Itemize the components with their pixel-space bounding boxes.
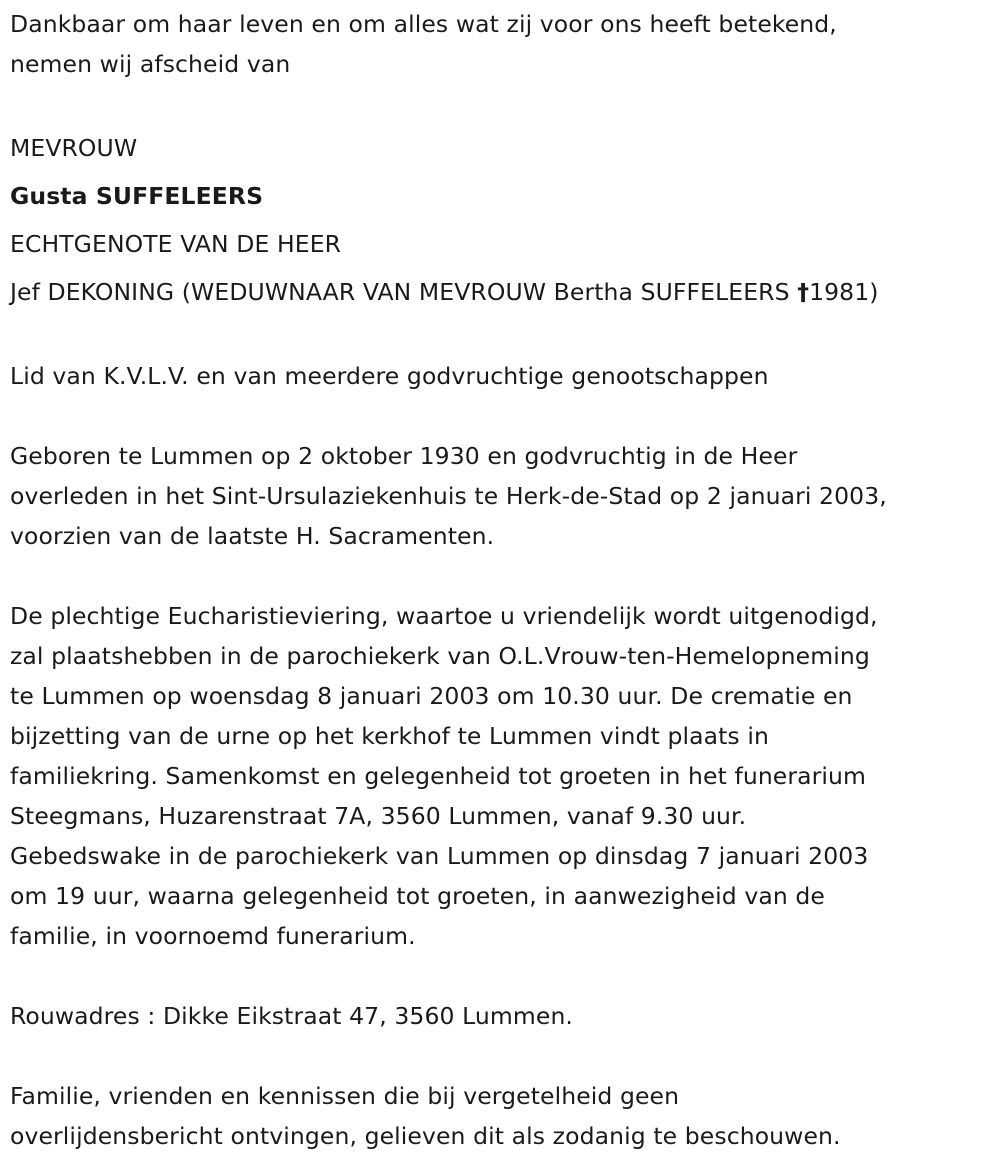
closing-line-1: Familie, vrienden en kennissen die bij vergetelheid geen [10,1082,680,1110]
person-title: MEVROUW [10,134,138,162]
ceremony-line-9: familie, in voornoemd funerarium. [10,922,416,950]
spouse-death-year: 1981) [809,278,879,306]
ceremony-line-3: te Lummen op woensdag 8 januari 2003 om 10.30 uur. De crematie en [10,682,853,710]
person-block [10,124,995,316]
ceremony-paragraph [10,596,995,956]
mourning-address: Rouwadres : Dikke Eikstraat 47, 3560 Lummen. [10,1002,574,1030]
person-relation: ECHTGENOTE VAN DE HEER [10,230,342,258]
ceremony-line-7: Gebedswake in de parochiekerk van Lummen op dinsdag 7 januari 2003 [10,842,869,870]
birth-death-line-3: voorzien van de laatste H. Sacramenten. [10,522,495,550]
person-name: Gusta SUFFELEERS [10,182,264,210]
ceremony-line-4: bijzetting van de urne op het kerkhof te Lummen vindt plaats in [10,722,769,750]
intro-line-2: nemen wij afscheid van [10,50,291,78]
closing-paragraph [10,1076,995,1156]
birth-death-line-2: overleden in het Sint-Ursulaziekenhuis te Herk-de-Stad op 2 januari 2003, [10,482,887,510]
ceremony-line-6: Steegmans, Huzarenstraat 7A, 3560 Lummen, vanaf 9.30 uur. [10,802,747,830]
cross-icon: † [797,278,810,306]
ceremony-line-2: zal plaatshebben in de parochiekerk van O.L.Vrouw-ten-Hemelopneming [10,642,870,670]
closing-line-2: overlijdensbericht ontvingen, gelieven dit als zodanig te beschouwen. [10,1122,841,1150]
spouse-line [10,268,995,316]
intro-line-1: Dankbaar om haar leven en om alles wat zij voor ons heeft betekend, [10,10,837,38]
death-notice [10,4,995,1156]
ceremony-line-8: om 19 uur, waarna gelegenheid tot groeten, in aanwezigheid van de [10,882,825,910]
birth-death-line-1: Geboren te Lummen op 2 oktober 1930 en godvruchtig in de Heer [10,442,798,470]
birth-death-paragraph [10,436,995,556]
ceremony-line-5: familiekring. Samenkomst en gelegenheid tot groeten in het funerarium [10,762,867,790]
membership-line: Lid van K.V.L.V. en van meerdere godvruchtige genootschappen [10,362,769,390]
spouse-text: Jef DEKONING (WEDUWNAAR VAN MEVROUW Bertha SUFFELEERS [10,278,798,306]
intro-paragraph [10,4,995,84]
ceremony-line-1: De plechtige Eucharistieviering, waartoe u vriendelijk wordt uitgenodigd, [10,602,878,630]
